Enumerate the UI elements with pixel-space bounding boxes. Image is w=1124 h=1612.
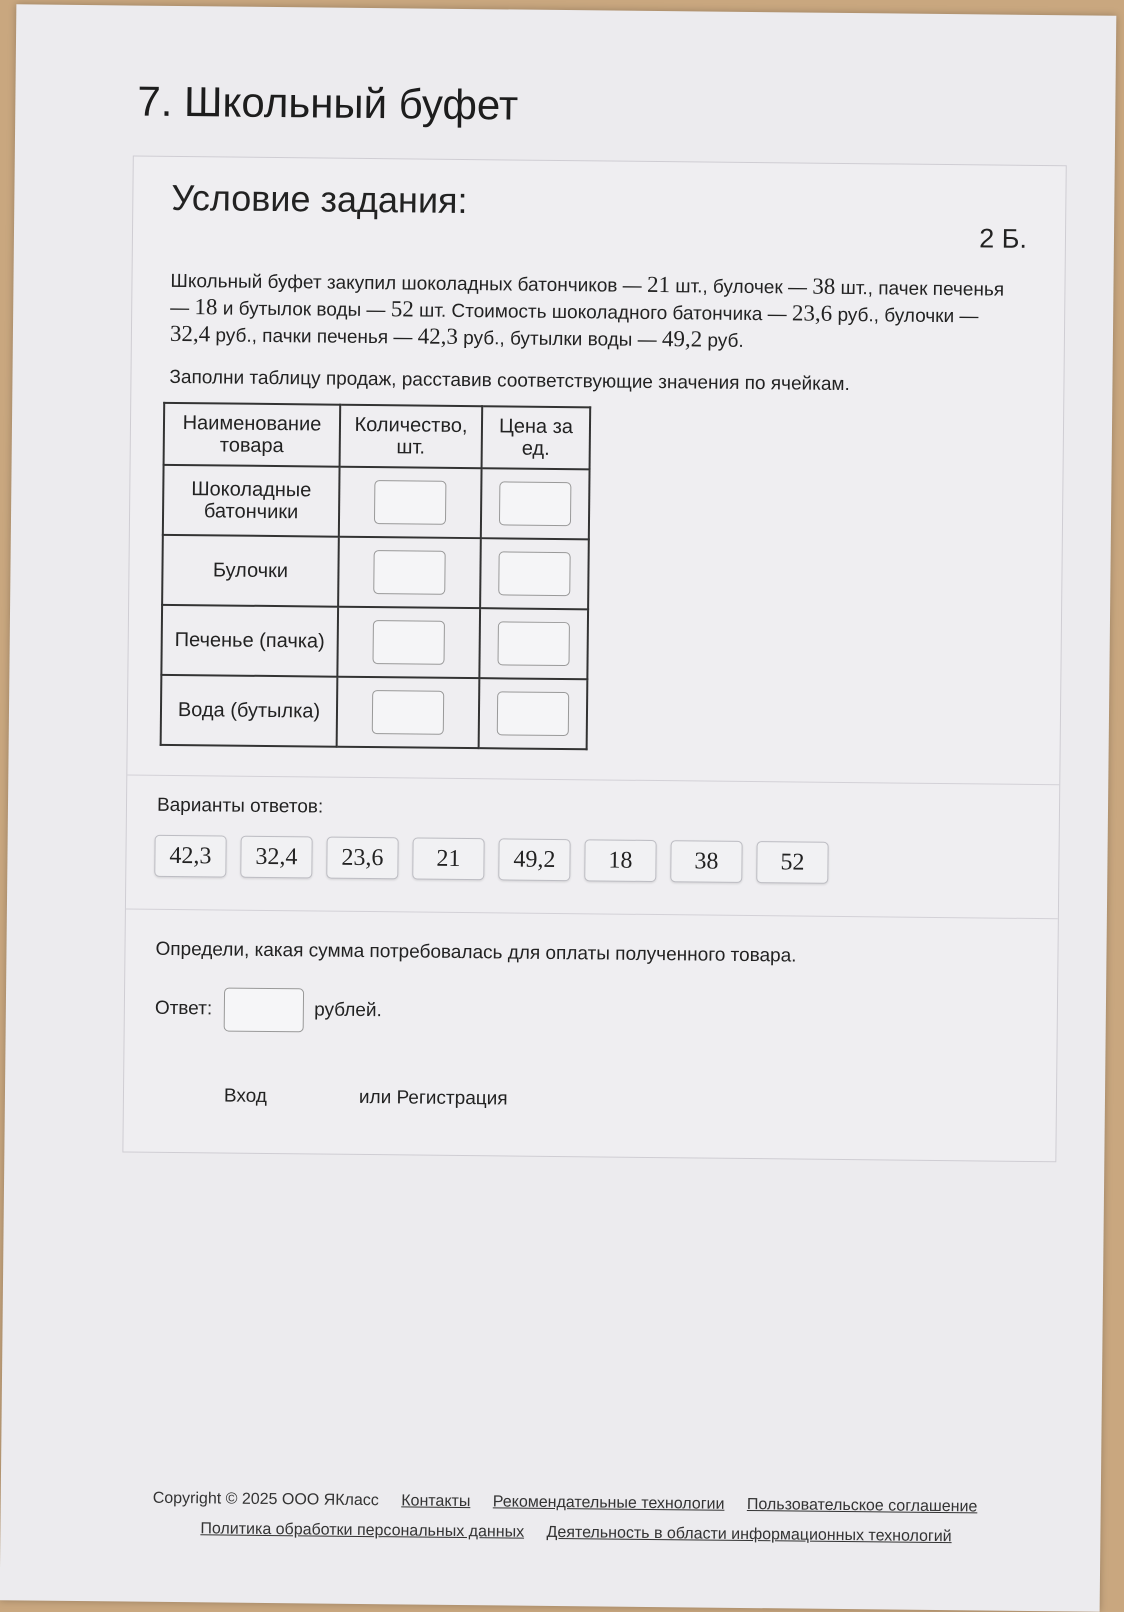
footer-link-it-activity[interactable]: Деятельность в области информационных технологий bbox=[546, 1523, 952, 1546]
variant-chip[interactable]: 52 bbox=[756, 841, 828, 884]
answer-unit: рублей. bbox=[314, 999, 382, 1022]
quantity-drop-slot[interactable] bbox=[372, 620, 444, 665]
header-product-name: Наименование товара bbox=[164, 403, 341, 467]
points-badge: 2 Б. bbox=[979, 223, 1028, 254]
quantity-drop-slot[interactable] bbox=[374, 480, 446, 525]
footer-link-recommendation-tech[interactable]: Рекомендательные технологии bbox=[492, 1493, 725, 1513]
condition-text: Школьный буфет закупил шоколадных батончиков — 21 шт., булочек — 38 шт., пачек печенья — 18 и бутылок воды — 52 шт. Стоимость шоколадного батончика — 23,6 руб., булочки — 32,4 руб., пачки печенья — 42,3 руб., бутылки воды — 49,2 руб. bbox=[169, 270, 1005, 352]
register-link[interactable]: или Регистрация bbox=[358, 1086, 508, 1110]
product-name-cell: Вода (бутылка) bbox=[161, 675, 338, 747]
instruction-text: Заполни таблицу продаж, расставив соответствующие значения по ячейкам. bbox=[169, 366, 850, 396]
answer-input[interactable] bbox=[224, 988, 304, 1033]
price-drop-slot[interactable] bbox=[497, 621, 569, 666]
product-name-cell: Булочки bbox=[162, 535, 339, 607]
task-card bbox=[122, 156, 1066, 1163]
footer-link-contacts[interactable]: Контакты bbox=[401, 1492, 471, 1511]
table-row bbox=[163, 465, 590, 539]
header-unit-price: Цена за ед. bbox=[482, 406, 591, 469]
page-title: 7. Школьный буфет bbox=[137, 77, 519, 129]
footer bbox=[152, 1484, 1013, 1553]
copyright-text: Copyright © 2025 ООО ЯКласс bbox=[152, 1489, 379, 1510]
answer-label: Ответ: bbox=[154, 997, 213, 1020]
footer-link-user-agreement[interactable]: Пользовательское соглашение bbox=[746, 1496, 978, 1516]
price-drop-slot[interactable] bbox=[498, 551, 570, 596]
variant-chip[interactable]: 38 bbox=[670, 840, 742, 883]
product-name-cell: Печенье (пачка) bbox=[161, 605, 338, 677]
table-row bbox=[162, 535, 589, 609]
question-text: Определи, какая сумма потребовалась для оплаты полученного товара. bbox=[155, 938, 797, 967]
variants-label: Варианты ответов: bbox=[156, 794, 324, 818]
document-page bbox=[0, 4, 1116, 1611]
table-row bbox=[161, 675, 588, 749]
table-row bbox=[161, 605, 588, 679]
sales-table bbox=[160, 402, 592, 750]
login-link[interactable]: Вход bbox=[223, 1085, 268, 1107]
auth-row bbox=[224, 1086, 508, 1111]
product-name-cell: Шоколадные батончики bbox=[163, 465, 340, 537]
price-drop-slot[interactable] bbox=[499, 481, 571, 526]
variant-chip[interactable]: 42,3 bbox=[154, 835, 226, 878]
variant-chip[interactable]: 49,2 bbox=[498, 838, 570, 881]
section-divider bbox=[126, 908, 1058, 919]
quantity-drop-slot[interactable] bbox=[372, 690, 444, 735]
condition-title: Условие задания: bbox=[171, 176, 468, 222]
header-quantity: Количество, шт. bbox=[340, 405, 483, 468]
variant-chip[interactable]: 23,6 bbox=[326, 837, 398, 880]
footer-link-privacy-policy[interactable]: Политика обработки персональных данных bbox=[200, 1520, 525, 1541]
variant-chip[interactable]: 18 bbox=[584, 839, 656, 882]
answer-variants bbox=[154, 835, 828, 884]
variant-chip[interactable]: 32,4 bbox=[240, 836, 312, 879]
table-header-row bbox=[164, 403, 591, 469]
answer-row bbox=[155, 987, 382, 1033]
quantity-drop-slot[interactable] bbox=[373, 550, 445, 595]
variant-chip[interactable]: 21 bbox=[412, 837, 484, 880]
price-drop-slot[interactable] bbox=[497, 691, 569, 736]
section-divider bbox=[127, 774, 1059, 785]
